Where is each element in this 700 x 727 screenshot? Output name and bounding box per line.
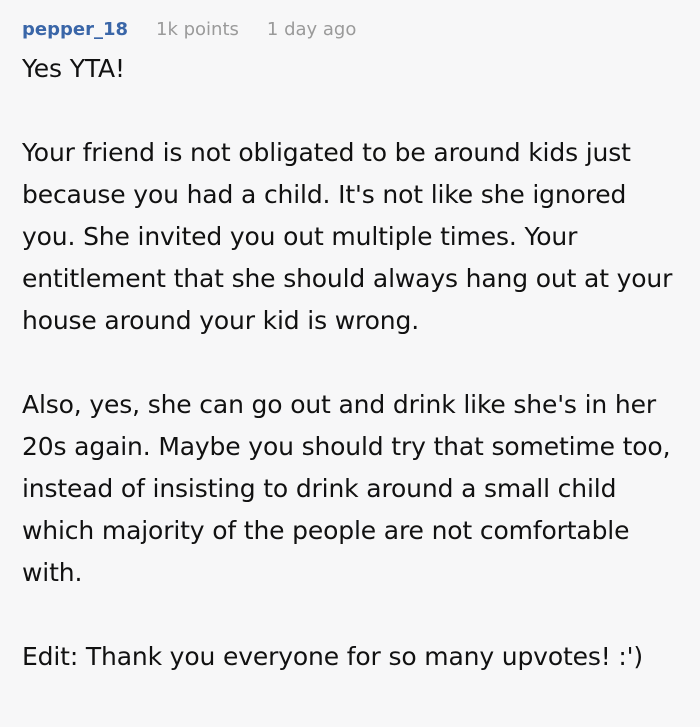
comment-paragraph: Also, yes, she can go out and drink like she's in her 20s again. Maybe you should try that sometime too, instead of insisting to drink around a small child which majority of the people are not comfortable with.: [22, 390, 671, 587]
comment-points: 1k points: [156, 19, 239, 40]
comment-paragraph: Yes YTA!: [22, 54, 125, 83]
comment-meta: [22, 16, 678, 44]
comment-paragraph: Your friend is not obligated to be around kids just because you had a child. It's not like she ignored you. She invited you out multiple times. Your entitlement that she should always hang out at your house around your kid is wrong.: [22, 138, 673, 335]
comment-author-link[interactable]: pepper_18: [22, 19, 128, 40]
comment-body: [22, 48, 678, 678]
comment-timestamp: 1 day ago: [266, 19, 357, 40]
comment-paragraph: Edit: Thank you everyone for so many upvotes! :'): [22, 642, 643, 671]
